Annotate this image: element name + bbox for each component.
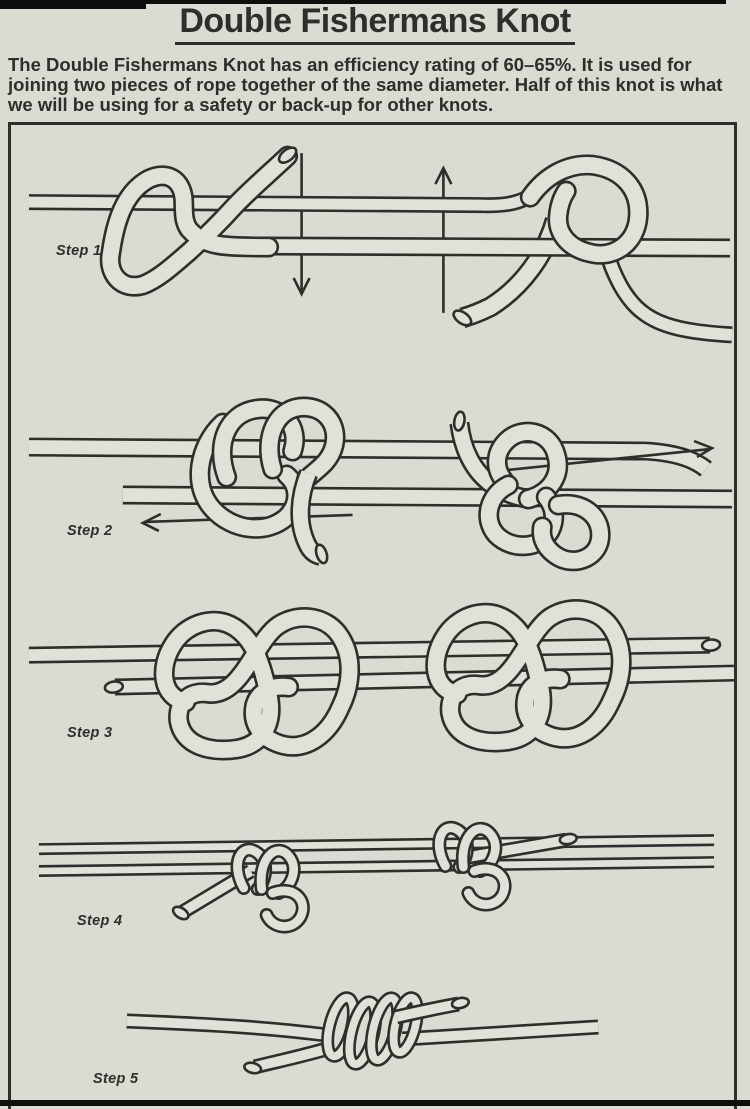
step-3-illustration: [11, 607, 734, 833]
rope-end-cap: [702, 639, 721, 652]
step-3-section: [11, 607, 734, 833]
step-1-illustration: [11, 125, 734, 393]
step-5-illustration: [11, 969, 734, 1108]
step-5-label: Step 5: [93, 1071, 139, 1087]
page-title: Double Fishermans Knot: [0, 2, 750, 45]
step-2-illustration: [11, 393, 734, 607]
step-4-illustration: [11, 833, 734, 969]
step-4-section: [11, 833, 734, 969]
intro-paragraph: The Double Fishermans Knot has an efficiency rating of 60–65%. It is used for joining two pieces of rope together of the same diameter. Half of this knot is what we will be using for a safety or back-up for other knots.: [8, 54, 723, 115]
step-2-label: Step 2: [67, 523, 113, 539]
left-knot: [238, 850, 303, 927]
step-5-section: [11, 969, 734, 1108]
step-4-label: Step 4: [77, 913, 123, 929]
step-3-label: Step 3: [67, 725, 113, 741]
step-1-section: [11, 125, 734, 393]
scan-artifact-bottom: [0, 1100, 750, 1106]
figure-box: [8, 122, 737, 1109]
step-1-label: Step 1: [56, 243, 102, 259]
step-2-section: [11, 393, 734, 607]
